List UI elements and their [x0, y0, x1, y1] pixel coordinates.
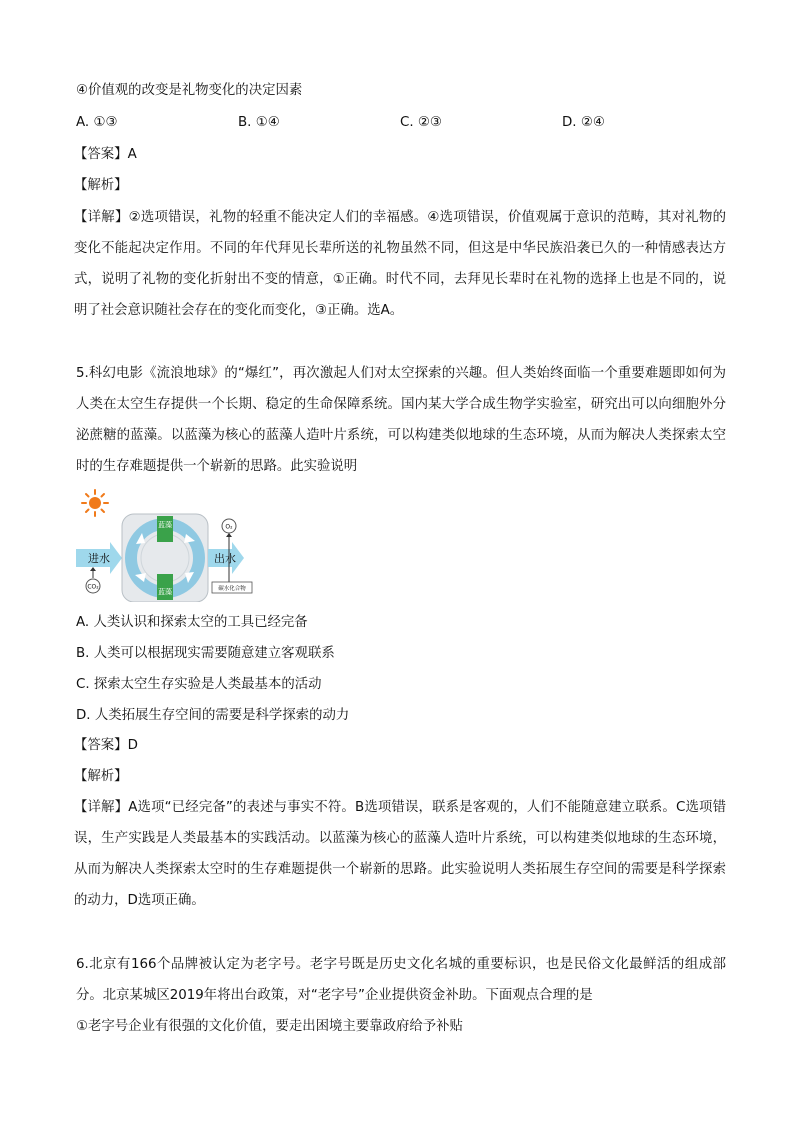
- cyanobacteria-leaf-diagram: [76, 486, 276, 602]
- o2-arrowhead: [226, 533, 232, 537]
- q4-statement-4: ④价值观的改变是礼物变化的决定因素: [76, 83, 303, 98]
- q5-detail: 【详解】A选项“已经完备”的表述与事实不符。B选项错误，联系是客观的，人们不能随意建立联系。C选项错误，生产实践是人类最基本的实践活动。以蓝藻为核心的蓝藻人造叶片系统，可以构建类似地球的生态环境，从而为解决人类探索太空时的生存难题提供一个崭新的思路。此实验说明人类拓展生存空间的需要是科学探索的动力，D选项正确。: [74, 800, 726, 908]
- q5-answer: [74, 736, 138, 756]
- carbohydrate-label: 碳水化合物: [218, 586, 246, 592]
- bottom-tag-label: 蓝藻: [158, 588, 172, 596]
- answer-value: D: [127, 738, 138, 753]
- input-label: 进水: [88, 552, 110, 565]
- q4-option-c: C. ②③: [400, 115, 442, 130]
- q4-options: [76, 113, 716, 133]
- q5-stem: 5.科幻电影《流浪地球》的“爆红”，再次激起人们对太空探索的兴趣。但人类始终面临一个重要难题即如何为人类在太空生存提供一个长期、稳定的生命保障系统。国内某大学合成生物学实验室，研究出可以向细胞外分泌蔗糖的蓝藻。以蓝藻为核心的蓝藻人造叶片系统，可以构建类似地球的生态环境，从而为解决人类探索太空时的生存难题提供一个崭新的思路。此实验说明: [76, 366, 726, 474]
- q4-answer: [74, 145, 137, 165]
- co2-label: CO₂: [87, 583, 99, 591]
- o2-label: O₂: [225, 523, 233, 531]
- q4-analysis-label: 【解析】: [74, 178, 128, 193]
- top-tag-label: 蓝藻: [158, 521, 172, 529]
- bottom-cyanobacteria-tag: [157, 574, 173, 600]
- output-label: 出水: [214, 552, 236, 565]
- q5-analysis-label: 【解析】: [74, 769, 128, 784]
- q6-statement-1: ①老字号企业有很强的文化价值，要走出困境主要靠政府给予补贴: [76, 1019, 463, 1034]
- q4-option-b: B. ①④: [238, 115, 280, 130]
- answer-label: 【答案】: [74, 738, 128, 753]
- q4-detail: 【详解】②选项错误，礼物的轻重不能决定人们的幸福感。④选项错误，价值观属于意识的范畴，其对礼物的变化不能起决定作用。不同的年代拜见长辈所送的礼物虽然不同，但这是中华民族沿袭已久的一种情感表达方式，说明了礼物的变化折射出不变的情意，①正确。时代不同，去拜见长辈时在礼物的选择上也是不同的，说明了社会意识随社会存在的变化而变化，③正确。选A。: [74, 210, 726, 318]
- q6-stem: 6.北京有166个品牌被认定为老字号。老字号既是历史文化名城的重要标识，也是民俗文化最鲜活的组成部分。北京某城区2019年将出台政策，对“老字号”企业提供资金补助。下面观点合理的是: [76, 957, 726, 1003]
- answer-label: 【答案】: [74, 147, 128, 162]
- answer-value: A: [127, 147, 137, 162]
- q4-option-a: A. ①③: [76, 115, 118, 130]
- q5-option-a: A. 人类认识和探索太空的工具已经完备: [76, 615, 308, 630]
- co2-arrowhead: [90, 567, 96, 571]
- sun-icon: [82, 490, 108, 516]
- q5-option-d: D. 人类拓展生存空间的需要是科学探索的动力: [76, 708, 350, 723]
- q5-option-b: B. 人类可以根据现实需要随意建立客观联系: [76, 646, 335, 661]
- diagram-svg: [76, 486, 276, 602]
- top-cyanobacteria-tag: [157, 516, 173, 542]
- q4-option-d: D. ②④: [562, 115, 605, 130]
- q5-option-c: C. 探索太空生存实验是人类最基本的活动: [76, 677, 322, 692]
